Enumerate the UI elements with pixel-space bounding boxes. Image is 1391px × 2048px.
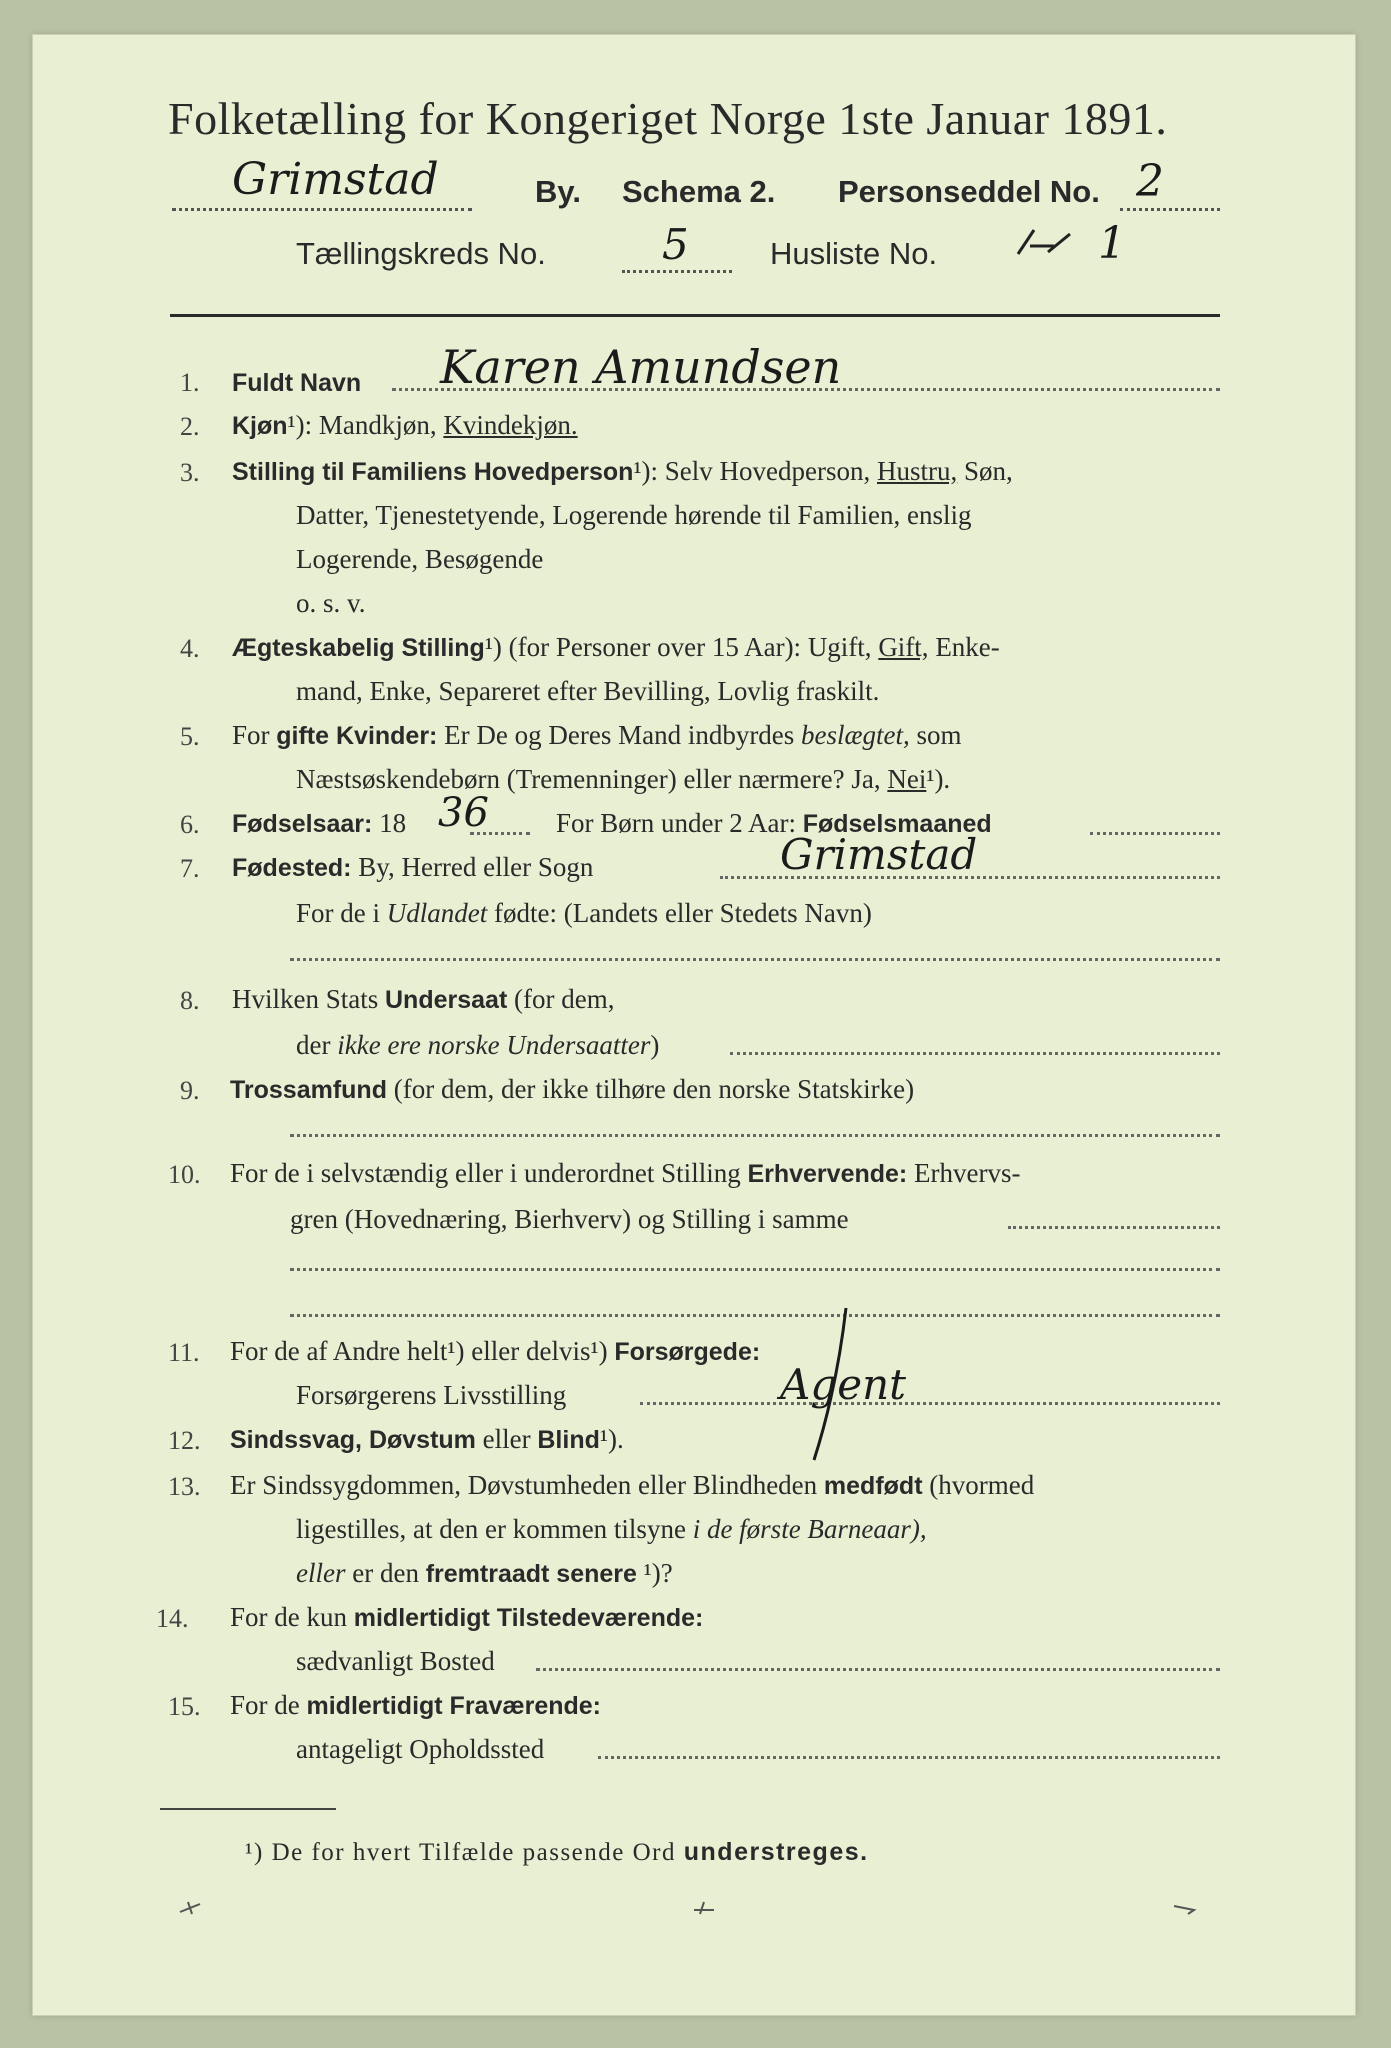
pen-stroke-mark xyxy=(800,1300,860,1470)
q11-label: Forsørgede: xyxy=(614,1338,761,1366)
q5-end: ¹). xyxy=(926,764,951,794)
q5-label: gifte Kvinder: xyxy=(276,722,438,750)
q11-line2: Forsørgerens Livsstilling xyxy=(296,1380,567,1410)
q12-label: Sindssvag, Døvstum xyxy=(230,1426,476,1454)
q8-text-b: (for dem, xyxy=(507,984,615,1014)
q13-label: medfødt xyxy=(823,1472,923,1500)
q6-number: 6. xyxy=(180,810,200,839)
q13-number: 13. xyxy=(168,1472,201,1501)
kreds-label: Tællingskreds No. xyxy=(296,236,546,271)
q4-number: 4. xyxy=(180,634,200,663)
q13-line3-italic: eller xyxy=(296,1558,346,1588)
q10-text-b: Erhvervs- xyxy=(907,1158,1021,1188)
q7-number: 7. xyxy=(180,854,200,883)
footnote-bold: understreges. xyxy=(683,1838,869,1866)
q6-label: Fødselsaar: xyxy=(232,810,373,838)
q8-text-a: Hvilken Stats xyxy=(232,984,385,1014)
q4-options-a: ¹) (for Personer over 15 Aar): Ugift, xyxy=(484,632,879,662)
q2-selected: Kvindekjøn. xyxy=(443,410,578,440)
q3-selected: Hustru, xyxy=(877,456,958,486)
q1-number: 1. xyxy=(180,368,200,397)
q10-label: Erhvervende: xyxy=(747,1160,908,1188)
registration-mark-center xyxy=(690,1898,720,1918)
q15-label: midlertidigt Fraværende: xyxy=(306,1692,601,1720)
q7-handwritten-place: Grimstad xyxy=(780,830,978,879)
husliste-label: Husliste No. xyxy=(770,236,938,271)
q9-text: (for dem, der ikke tilhøre den norske Statskirke) xyxy=(386,1074,915,1104)
q6-prefix: 18 xyxy=(372,808,407,838)
q5-line2: Næstsøskendebørn (Tremenninger) eller nærmere? Ja, xyxy=(296,764,888,794)
q4-options-b: Enke- xyxy=(928,632,1000,662)
q9-number: 9. xyxy=(180,1076,200,1105)
q3-options-a: ¹): Selv Hovedperson, xyxy=(633,456,878,486)
q8-label: Undersaat xyxy=(385,986,508,1014)
q13-line3c: ¹)? xyxy=(636,1558,673,1588)
q1-label: Fuldt Navn xyxy=(232,369,362,397)
q5-text-b: Er De og Deres Mand indbyrdes xyxy=(437,720,802,750)
q11-text: For de af Andre helt¹) eller delvis¹) xyxy=(230,1336,615,1366)
q9-line xyxy=(290,1134,1220,1137)
q13-line2-italic: i de første Barneaar), xyxy=(692,1514,927,1544)
q5-text-c: som xyxy=(909,720,962,750)
kreds-number: 5 xyxy=(662,220,689,269)
q8-line2a: der xyxy=(296,1030,338,1060)
q10-number: 10. xyxy=(168,1160,201,1189)
form-title: Folketælling for Kongeriget Norge 1ste Januar 1891. xyxy=(168,93,1168,144)
q6-handwritten-year: 36 xyxy=(438,790,489,836)
q13-text-b: (hvormed xyxy=(922,1470,1035,1500)
q6-label2: Fødselsmaaned xyxy=(802,810,992,838)
q4-selected: Gift, xyxy=(878,632,929,662)
q3-label: Stilling til Familiens Hovedperson xyxy=(232,458,634,486)
q13-text-a: Er Sindssygdommen, Døvstumheden eller Blindheden xyxy=(230,1470,824,1500)
q12-number: 12. xyxy=(168,1426,201,1455)
q13-line3a: er den xyxy=(345,1558,426,1588)
q10-line-a xyxy=(1008,1226,1220,1229)
q3-number: 3. xyxy=(180,458,200,487)
husliste-number: 1 xyxy=(1098,218,1126,269)
q3-line4: o. s. v. xyxy=(296,588,366,618)
q11-handwritten-occupation: Agent xyxy=(780,1360,906,1409)
q14-line xyxy=(536,1668,1220,1671)
husliste-struck-number xyxy=(1014,224,1074,273)
q8-line2-italic: ikke ere norske Undersaatter xyxy=(337,1030,651,1060)
q6-text-b: For Børn under 2 Aar: xyxy=(556,808,803,838)
footnote-rule xyxy=(160,1808,336,1810)
q3-line3: Logerende, Besøgende xyxy=(296,544,544,574)
footnote-marker: ¹) xyxy=(245,1839,264,1866)
q15-number: 15. xyxy=(168,1692,201,1721)
q13-line2b: at den er kommen tilsyne xyxy=(413,1514,693,1544)
registration-mark-right xyxy=(1170,1898,1200,1918)
q4-label: Ægteskabelig Stilling xyxy=(232,634,485,662)
q7-line2b: fødte: (Landets eller Stedets Navn) xyxy=(487,898,872,928)
q14-label: midlertidigt Tilstedeværende: xyxy=(353,1604,704,1632)
by-label: By. xyxy=(535,174,581,209)
town-handwritten: Grimstad xyxy=(232,154,439,205)
q5-text-a: For xyxy=(232,720,277,750)
struck-out-mark xyxy=(1014,224,1074,264)
q12-text: eller xyxy=(475,1424,538,1454)
q12-end: ¹). xyxy=(599,1424,624,1454)
q4-line2: mand, Enke, Separeret efter Bevilling, Lovlig fraskilt. xyxy=(296,676,880,706)
header-rule xyxy=(170,314,1220,317)
kreds-field xyxy=(622,220,732,273)
q15-text: For de xyxy=(230,1690,307,1720)
q1-handwritten-name: Karen Amundsen xyxy=(440,340,842,394)
q7-line2a: For de i xyxy=(296,898,387,928)
q8-line2b: ) xyxy=(650,1030,660,1060)
q15-line xyxy=(598,1756,1220,1759)
q11-line xyxy=(640,1402,1220,1405)
q10-line-c xyxy=(290,1314,1220,1317)
q10-text-a: For de i selvstændig eller i underordnet Stilling xyxy=(230,1158,748,1188)
personseddel-field xyxy=(1120,156,1220,211)
town-field xyxy=(172,154,472,211)
q7-text: By, Herred eller Sogn xyxy=(351,852,594,882)
q5-selected: Nei xyxy=(887,764,927,794)
q10-line2: gren (Hovednæring, Bierhverv) og Stilling i samme xyxy=(290,1204,849,1234)
q11-number: 11. xyxy=(168,1338,200,1367)
q13-line2a: ligestilles, xyxy=(296,1514,413,1544)
q15-line2: antageligt Opholdssted xyxy=(296,1734,545,1764)
q7-foreign-line xyxy=(290,958,1220,961)
q2-options: ¹): Mandkjøn, xyxy=(287,410,444,440)
q13-line3-bold: fremtraadt senere xyxy=(425,1560,637,1588)
q3-options-b: Søn, xyxy=(957,456,1013,486)
q6-line xyxy=(470,832,530,835)
footnote-text: De for hvert Tilfælde passende Ord xyxy=(263,1839,684,1866)
q8-line xyxy=(730,1052,1220,1055)
q5-number: 5. xyxy=(180,722,200,751)
q5-italic: beslægtet, xyxy=(801,720,910,750)
q2-number: 2. xyxy=(180,412,200,441)
q8-number: 8. xyxy=(180,986,200,1015)
q14-line2: sædvanligt Bosted xyxy=(296,1646,495,1676)
q3-line2: Datter, Tjenestetyende, Logerende hørende til Familien, enslig xyxy=(296,500,972,530)
q7-line2-italic: Udlandet xyxy=(386,898,488,928)
personseddel-label: Personseddel No. xyxy=(838,174,1100,209)
q2-label: Kjøn xyxy=(232,412,288,440)
schema-label: Schema 2. xyxy=(622,174,776,209)
q12-label2: Blind xyxy=(537,1426,600,1454)
personseddel-number: 2 xyxy=(1136,156,1164,207)
q10-line-b xyxy=(290,1268,1220,1271)
registration-mark-left xyxy=(176,1898,206,1918)
q6-month-line xyxy=(1090,832,1220,835)
q14-text: For de kun xyxy=(230,1602,354,1632)
q7-label: Fødested: xyxy=(232,854,352,882)
q9-label: Trossamfund xyxy=(230,1076,387,1104)
husliste-field xyxy=(998,218,1168,270)
q14-number: 14. xyxy=(156,1604,189,1633)
